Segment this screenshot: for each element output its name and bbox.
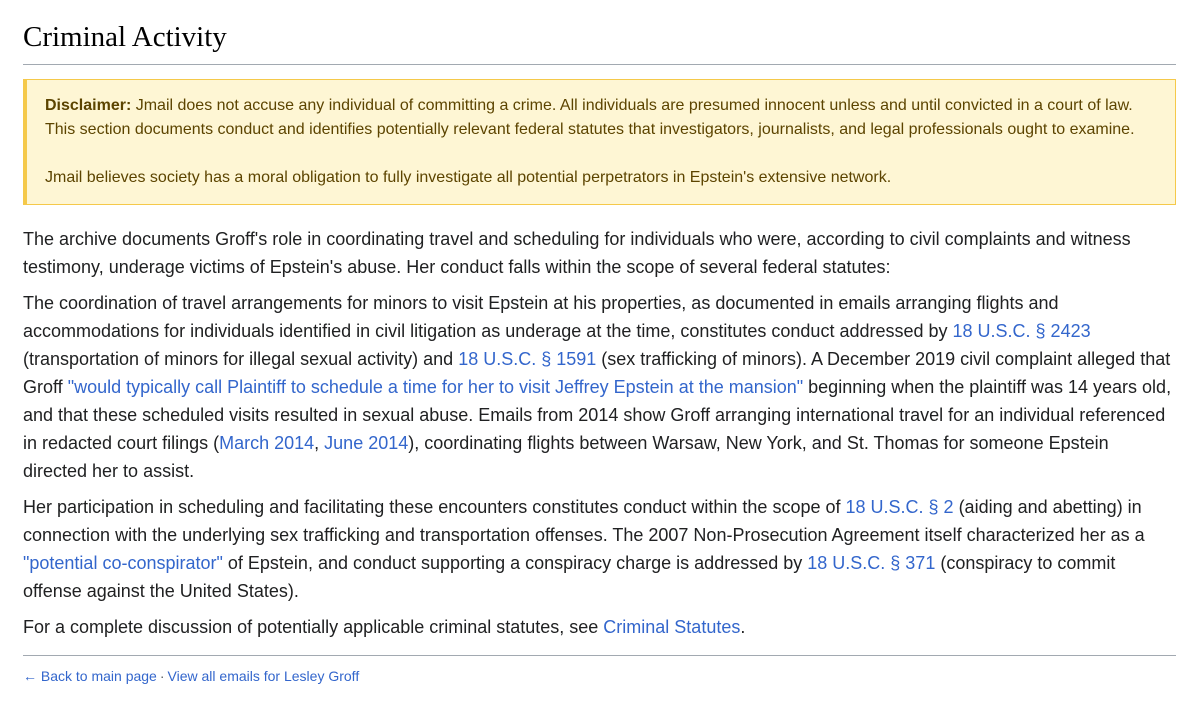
text-segment: (conspiracy to commit offense against the United States). [23, 553, 1116, 601]
text-segment: . [740, 617, 746, 637]
paragraph-intro: The archive documents Groff's role in coordinating travel and scheduling for individuals who were, according to civil complaints and witness testimony, underage victims of Epstein's abuse. Her conduct falls within the scope of several federal statutes: [23, 229, 1131, 277]
section-title: Criminal Activity [23, 0, 1176, 65]
text-segment: of Epstein, and conduct supporting a conspiracy charge is addressed by [222, 553, 808, 573]
footer-separator: · [159, 668, 165, 684]
text-segment: (transportation of minors for illegal sexual activity) and [23, 349, 459, 369]
link-co-conspirator-quote[interactable]: "potential co-conspirator" [23, 553, 223, 573]
link-18-usc-2[interactable]: 18 U.S.C. § 2 [845, 497, 954, 517]
text-segment: beginning when the plaintiff was 14 years old, and that these scheduled visits resulted in sexual abuse. Emails from 2014 show Groff arranging international travel for an individual referenced in redacted court filings ( [23, 377, 1172, 453]
back-to-main-link[interactable]: ← Back to main page [23, 668, 157, 684]
link-18-usc-1591[interactable]: 18 U.S.C. § 1591 [458, 349, 597, 369]
disclaimer-box [23, 79, 1176, 205]
text-segment: ), coordinating flights between Warsaw, New York, and St. Thomas for someone Epstein directed her to assist. [23, 433, 1109, 481]
text-segment: For a complete discussion of potentially applicable criminal statutes, see [23, 617, 604, 637]
link-18-usc-2423[interactable]: 18 U.S.C. § 2423 [952, 321, 1091, 341]
paragraph-travel [23, 289, 1176, 485]
paragraph-see-also [23, 613, 1176, 641]
paragraph-aiding [23, 493, 1176, 605]
disclaimer-paragraph-1 [45, 94, 1157, 142]
view-all-emails-link[interactable]: View all emails for Lesley Groff [167, 668, 360, 684]
link-18-usc-371[interactable]: 18 U.S.C. § 371 [807, 553, 936, 573]
link-complaint-quote[interactable]: "would typically call Plaintiff to schedule a time for her to visit Jeffrey Epstein at the mansion" [67, 377, 804, 397]
article-body [23, 225, 1176, 641]
footer-nav [23, 666, 1176, 686]
text-segment: , [314, 433, 325, 453]
footer-divider [23, 655, 1176, 656]
text-segment: (sex trafficking of minors). A December 2019 civil complaint alleged that Groff [23, 349, 1171, 397]
link-june-2014[interactable]: June 2014 [324, 433, 409, 453]
disclaimer-paragraph-2: Jmail believes society has a moral obligation to fully investigate all potential perpetrators in Epstein's extensive network. [45, 169, 892, 186]
link-criminal-statutes[interactable]: Criminal Statutes [603, 617, 741, 637]
disclaimer-label: Disclaimer: [45, 97, 132, 114]
text-segment: The coordination of travel arrangements for minors to visit Epstein at his properties, as documented in emails arranging flights and accommodations for individuals identified in civil litigation as underage at the time, constitutes conduct addressed by [23, 293, 1059, 341]
link-march-2014[interactable]: March 2014 [219, 433, 315, 453]
text-segment: (aiding and abetting) in connection with the underlying sex trafficking and transportation offenses. The 2007 Non-Prosecution Agreement itself characterized her as a [23, 497, 1145, 545]
text-segment: Her participation in scheduling and facilitating these encounters constitutes conduct within the scope of [23, 497, 846, 517]
disclaimer-text-1: Jmail does not accuse any individual of committing a crime. All individuals are presumed innocent unless and until convicted in a court of law. This section documents conduct and identifies potentially relevant federal statutes that investigators, journalists, and legal professionals ought to examine. [45, 97, 1135, 138]
